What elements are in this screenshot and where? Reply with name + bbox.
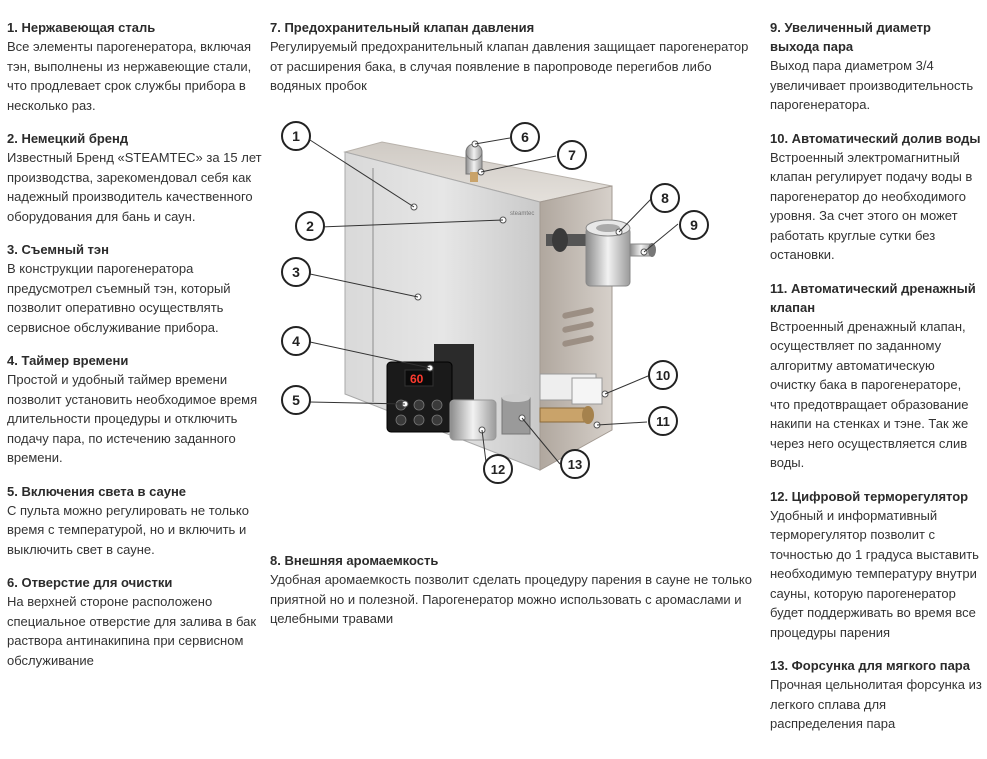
feature-text: Удобный и информативный терморегулятор позволит с точностью до 1 градуса выставить необходимую температуру внутри сауны, которую парогенератор будет поддерживать во время все процедуры парения bbox=[770, 507, 979, 640]
callout-label: 10 bbox=[655, 368, 671, 383]
drain-valve bbox=[540, 408, 586, 422]
feature-5 bbox=[7, 482, 262, 560]
feature-6 bbox=[7, 573, 262, 670]
callout-8 bbox=[651, 184, 679, 212]
callout-label: 4 bbox=[292, 333, 300, 349]
feature-4 bbox=[7, 351, 262, 468]
feature-title: 9. Увеличенный диаметр выхода пара bbox=[770, 20, 931, 54]
feature-title: 10. Автоматический долив воды bbox=[770, 130, 981, 146]
callout-9 bbox=[680, 211, 708, 239]
feature-title: 8. Внешняя аромаемкость bbox=[270, 553, 439, 568]
callout-label: 3 bbox=[292, 264, 300, 280]
feature-2 bbox=[7, 129, 262, 226]
feature-text: В конструкции парогенератора предусмотрел съемный тэн, который позволит оперативно осуществлять сервисное обслуживание прибора. bbox=[7, 261, 231, 335]
feature-7 bbox=[270, 18, 762, 96]
feature-text: Удобная аромаемкость позволит сделать процедуру парения в сауне не только приятной но и полезной. Парогенератор можно использовать с аромаслами и целебными травами bbox=[270, 572, 752, 626]
callout-5 bbox=[282, 386, 310, 414]
steam-generator-figure bbox=[270, 112, 762, 512]
feature-text: Встроенный электромагнитный клапан регулирует подачу воды в парогенератор до необходимого уровня. За счет этого он может работать круглые сутки без остановки. bbox=[770, 149, 973, 262]
feature-12 bbox=[770, 487, 982, 643]
callout-label: 8 bbox=[661, 190, 669, 206]
feature-text: Известный Бренд «STEAMTEC» за 15 лет производства, зарекомендовал себя как надежный производитель качественного оборудования для бань и саун. bbox=[7, 150, 262, 224]
callout-label: 2 bbox=[306, 218, 314, 234]
feature-9 bbox=[770, 18, 982, 115]
callout-label: 6 bbox=[521, 129, 529, 145]
feature-11 bbox=[770, 279, 982, 473]
feature-title: 11. Автоматический дренажный клапан bbox=[770, 280, 976, 315]
left-column bbox=[7, 18, 262, 684]
callout-label: 5 bbox=[292, 392, 300, 408]
nozzle-plate bbox=[450, 400, 496, 440]
feature-text: Простой и удобный таймер времени позволит установить необходимое время длительности процедуры и отключить подачу пара, по истечению заданного времени. bbox=[7, 372, 258, 465]
middle-column-bottom bbox=[270, 551, 762, 643]
callout-label: 9 bbox=[690, 217, 698, 233]
nozzle bbox=[502, 398, 530, 434]
callout-3 bbox=[282, 258, 310, 286]
feature-text: Встроенный дренажный клапан, осуществляет по заданному алгоритму автоматическую очистку бака в парогенераторе, что предотвращает образование накипи на стенках и тэне. Так же через него осуществляется слив воды. bbox=[770, 318, 969, 470]
feature-8 bbox=[270, 551, 762, 629]
callout-label: 1 bbox=[292, 128, 300, 144]
callout-label: 12 bbox=[490, 462, 506, 477]
feature-text: Регулируемый предохранительный клапан давления защищает парогенератор от расширения бака, в случая появление в паропроводе перегибов либо водяных пробок bbox=[270, 39, 749, 93]
callout-1 bbox=[282, 122, 310, 150]
callout-6 bbox=[511, 123, 539, 151]
feature-title: 1. Нержавеющая сталь bbox=[7, 20, 156, 35]
callout-4 bbox=[282, 327, 310, 355]
callout-12 bbox=[484, 455, 512, 483]
callout-7 bbox=[558, 141, 586, 169]
feature-title: 2. Немецкий бренд bbox=[7, 131, 129, 146]
callout-10 bbox=[649, 361, 677, 389]
steam-generator-illustration bbox=[270, 112, 762, 512]
side-vents bbox=[562, 307, 595, 348]
feature-title: 7. Предохранительный клапан давления bbox=[270, 20, 535, 35]
feature-text: На верхней стороне расположено специальное отверстие для залива в бак раствора антинакипина при сервисном обслуживание bbox=[7, 594, 257, 668]
callout-label: 7 bbox=[568, 147, 576, 163]
callout-label: 11 bbox=[656, 414, 670, 429]
feature-title: 12. Цифровой терморегулятор bbox=[770, 488, 969, 504]
feature-title: 6. Отверстие для очистки bbox=[7, 575, 173, 590]
callout-13 bbox=[561, 450, 589, 478]
callout-2 bbox=[296, 212, 324, 240]
right-column bbox=[770, 18, 982, 748]
feature-10 bbox=[770, 129, 982, 265]
feature-text: С пульта можно регулировать не только время с температурой, но и включить и выключить свет в сауне. bbox=[7, 502, 249, 557]
callout-11 bbox=[649, 407, 677, 435]
feature-3 bbox=[7, 240, 262, 337]
middle-column-top bbox=[270, 18, 762, 110]
feature-title: 4. Таймер времени bbox=[7, 353, 129, 368]
feature-text: Все элементы парогенератора, включая тэн, выполнены из нержавеющие стали, что продлевает срок службы прибора в несколько раз. bbox=[7, 39, 252, 113]
feature-13 bbox=[770, 656, 982, 734]
feature-title: 5. Включения света в сауне bbox=[7, 483, 187, 499]
feature-title: 13. Форсунка для мягкого пара bbox=[770, 658, 970, 673]
feature-text: Выход пара диаметром 3/4 увеличивает производительность парогенератора. bbox=[770, 58, 974, 112]
callout-label: 13 bbox=[567, 457, 583, 472]
temperature-display: 60 bbox=[410, 372, 424, 386]
feature-1 bbox=[7, 18, 262, 115]
feature-text: Прочная цельнолитая форсунка из легкого сплава для распределения пара bbox=[770, 677, 982, 731]
feature-title: 3. Съемный тэн bbox=[7, 242, 109, 257]
brand-label: steamtec bbox=[510, 211, 535, 217]
aroma-container bbox=[586, 228, 630, 286]
